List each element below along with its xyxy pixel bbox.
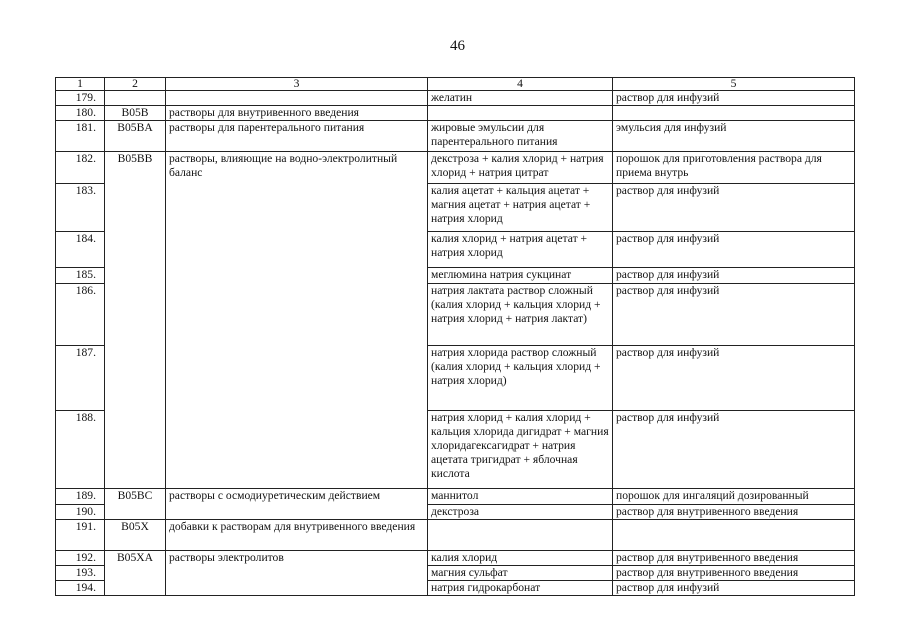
drug-name: калия хлорид [428, 551, 613, 566]
atc-group: растворы для парентерального питания [166, 121, 428, 152]
column-header-2: 2 [105, 78, 166, 91]
dosage-form: раствор для инфузий [613, 232, 855, 268]
table-row [56, 121, 855, 152]
dosage-form: эмульсия для инфузий [613, 121, 855, 152]
table-row [56, 489, 855, 505]
drug-name [428, 106, 613, 121]
row-number: 183. [56, 184, 105, 232]
row-number: 190. [56, 505, 105, 520]
row-number: 193. [56, 566, 105, 581]
column-header-4: 4 [428, 78, 613, 91]
row-number: 182. [56, 152, 105, 184]
row-number: 185. [56, 268, 105, 284]
dosage-form: раствор для инфузий [613, 91, 855, 106]
dosage-form: раствор для внутривенного введения [613, 505, 855, 520]
dosage-form: порошок для ингаляций дозированный [613, 489, 855, 505]
drug-name: жировые эмульсии для парентерального питания [428, 121, 613, 152]
table-row [56, 106, 855, 121]
dosage-form: раствор для инфузий [613, 268, 855, 284]
drug-name: натрия лактата раствор сложный (калия хлорид + кальция хлорид + натрия хлорид + натрия лактат) [428, 284, 613, 346]
drug-name: калия ацетат + кальция ацетат + магния ацетат + натрия ацетат + натрия хлорид [428, 184, 613, 232]
dosage-form: порошок для приготовления раствора для приема внутрь [613, 152, 855, 184]
drug-name: магния сульфат [428, 566, 613, 581]
atc-code: B05B [105, 106, 166, 121]
dosage-form: раствор для инфузий [613, 411, 855, 489]
atc-code: B05BB [105, 152, 166, 489]
dosage-form [613, 106, 855, 121]
drug-name [428, 520, 613, 551]
drug-list-table [55, 77, 855, 596]
atc-code [105, 91, 166, 106]
table-row [56, 152, 855, 184]
drug-name: декстроза + калия хлорид + натрия хлорид + натрия цитрат [428, 152, 613, 184]
row-number: 179. [56, 91, 105, 106]
atc-group [166, 91, 428, 106]
drug-name: натрия хлорида раствор сложный (калия хлорид + кальция хлорид + натрия хлорид) [428, 346, 613, 411]
drug-name: натрия гидрокарбонат [428, 581, 613, 596]
drug-name: натрия хлорид + калия хлорид + кальция хлорида дигидрат + магния хлоридагексагидрат + натрия ацетата тригидрат + яблочная кислота [428, 411, 613, 489]
dosage-form [613, 520, 855, 551]
atc-group: растворы электролитов [166, 551, 428, 596]
row-number: 184. [56, 232, 105, 268]
dosage-form: раствор для инфузий [613, 284, 855, 346]
dosage-form: раствор для внутривенного введения [613, 551, 855, 566]
atc-code: B05X [105, 520, 166, 551]
row-number: 192. [56, 551, 105, 566]
drug-name: калия хлорид + натрия ацетат + натрия хлорид [428, 232, 613, 268]
atc-group: добавки к растворам для внутривенного введения [166, 520, 428, 551]
atc-group: растворы для внутривенного введения [166, 106, 428, 121]
drug-name: маннитол [428, 489, 613, 505]
page-number: 46 [450, 38, 465, 54]
row-number: 194. [56, 581, 105, 596]
row-number: 181. [56, 121, 105, 152]
atc-code: B05BA [105, 121, 166, 152]
column-header-3: 3 [166, 78, 428, 91]
drug-name: меглюмина натрия сукцинат [428, 268, 613, 284]
dosage-form: раствор для инфузий [613, 184, 855, 232]
table-header-row [56, 78, 855, 91]
column-header-1: 1 [56, 78, 105, 91]
dosage-form: раствор для внутривенного введения [613, 566, 855, 581]
atc-group: растворы, влияющие на водно-электролитный баланс [166, 152, 428, 489]
table-row [56, 520, 855, 551]
drug-name: декстроза [428, 505, 613, 520]
table-row [56, 551, 855, 566]
atc-code: B05XA [105, 551, 166, 596]
row-number: 187. [56, 346, 105, 411]
atc-code: B05BC [105, 489, 166, 520]
column-header-5: 5 [613, 78, 855, 91]
table-row [56, 91, 855, 106]
row-number: 186. [56, 284, 105, 346]
dosage-form: раствор для инфузий [613, 581, 855, 596]
drug-name: желатин [428, 91, 613, 106]
row-number: 191. [56, 520, 105, 551]
row-number: 180. [56, 106, 105, 121]
dosage-form: раствор для инфузий [613, 346, 855, 411]
row-number: 189. [56, 489, 105, 505]
row-number: 188. [56, 411, 105, 489]
atc-group: растворы с осмодиуретическим действием [166, 489, 428, 520]
